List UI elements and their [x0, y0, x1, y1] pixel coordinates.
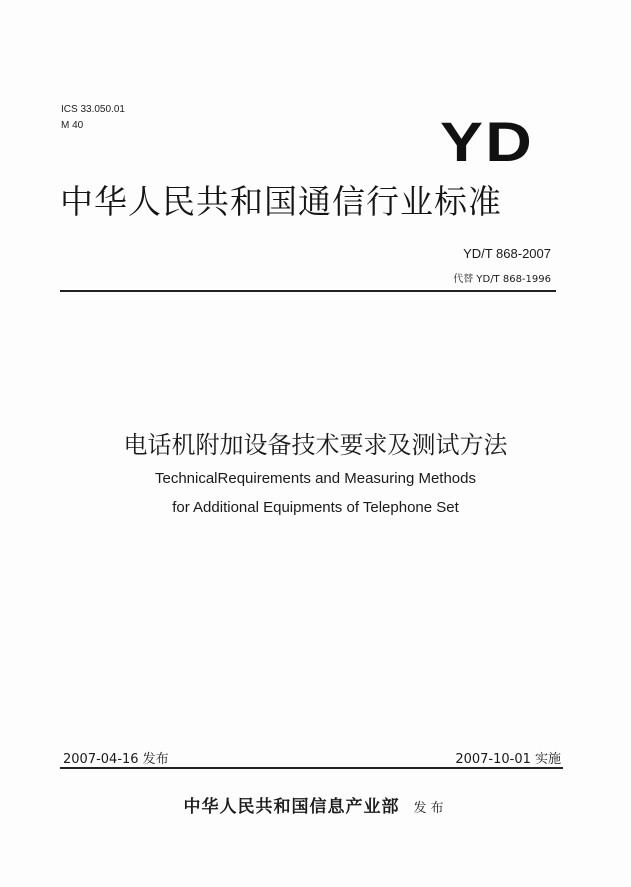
publisher-line: [0, 792, 631, 817]
bottom-divider: [60, 767, 563, 769]
document-title-chinese: 电话机附加设备技术要求及测试方法: [123, 431, 508, 459]
top-divider: [60, 290, 556, 292]
standard-number: YD/T 868-2007: [463, 246, 551, 261]
document-title-english-line2: for Additional Equipments of Telephone Set: [172, 499, 459, 516]
document-title-english-line1: TechnicalRequirements and Measuring Methods: [154, 470, 476, 487]
issue-date: 2007-04-16 发布: [63, 752, 169, 767]
ics-code: ICS 33.050.01: [61, 104, 125, 115]
yd-logo: YD: [440, 110, 535, 173]
standard-title: 中华人民共和国通信行业标准: [60, 182, 502, 221]
category-code: M 40: [61, 120, 84, 131]
implementation-date: 2007-10-01 实施: [455, 752, 561, 767]
publisher-name: 中华人民共和国信息产业部: [183, 797, 400, 817]
publish-label: 发布: [413, 801, 448, 816]
replaces-standard: 代替 YD/T 868-1996: [453, 274, 551, 285]
classification-codes: [61, 102, 125, 134]
